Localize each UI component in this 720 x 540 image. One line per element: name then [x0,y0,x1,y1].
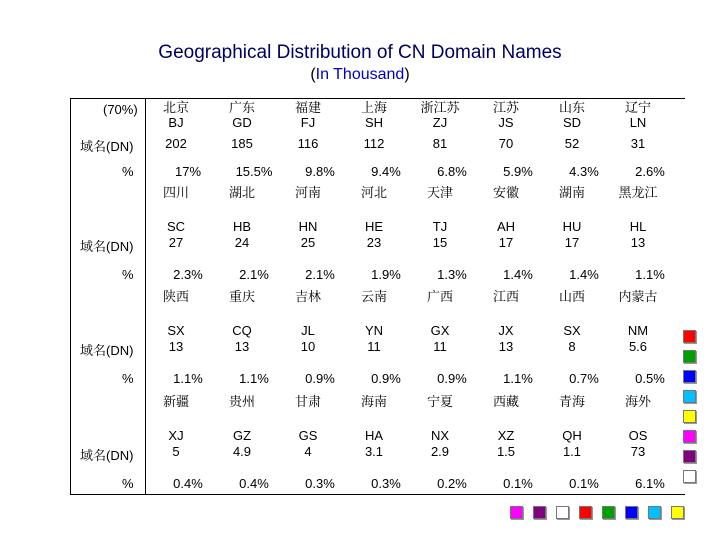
province-share-pct: 0.9% [371,371,401,386]
province-code: FJ [300,115,316,130]
province-name: 甘肃 [294,394,321,409]
province-dn-value: 3.1 [364,444,384,459]
province-share-pct: 0.4% [239,476,269,491]
province-code: HN [298,219,318,234]
province-dn-value: 112 [363,136,385,151]
province-code: HE [364,219,384,234]
province-share-pct: 0.1% [569,476,599,491]
province-share-pct: 1.4% [569,267,599,282]
province-code: HU [562,219,582,234]
province-share-pct: 15.5% [235,164,273,179]
province-share-pct: 2.1% [305,267,335,282]
province-name: 福建 [294,100,321,115]
province-code: SH [364,115,384,130]
province-code: XZ [497,428,515,443]
decor-square [683,370,696,383]
province-name: 西藏 [492,394,519,409]
province-name: 广东 [228,100,255,115]
province-code: TJ [432,219,448,234]
decor-square [648,506,661,519]
province-code: GS [298,428,318,443]
province-dn-value: 185 [231,136,253,151]
row-label-dn: 域名(DN) [80,448,134,463]
province-dn-value: 31 [630,136,646,151]
province-share-pct: 0.7% [569,371,599,386]
province-name: 内蒙古 [618,289,658,304]
province-code: GZ [232,428,252,443]
province-name: 山西 [558,289,585,304]
province-name: 宁夏 [426,394,453,409]
province-name: 云南 [360,289,387,304]
province-code: AH [496,219,516,234]
decor-square [683,350,696,363]
row-label-pct: % [122,164,134,179]
province-name: 辽宁 [624,100,651,115]
province-code: JS [498,115,514,130]
province-name: 吉林 [294,289,321,304]
province-code: JX [498,323,514,338]
province-dn-value: 70 [498,136,514,151]
province-share-pct: 1.3% [437,267,467,282]
province-share-pct: 6.1% [635,476,665,491]
decor-square [683,450,696,463]
decor-square [510,506,523,519]
page-title: Geographical Distribution of CN Domain Names [158,42,562,63]
header-pct-label: (70%) [103,102,138,117]
decor-square [579,506,592,519]
province-name: 黑龙江 [618,185,658,200]
province-share-pct: 0.1% [503,476,533,491]
province-dn-value: 24 [234,235,250,250]
province-dn-value: 13 [498,339,514,354]
province-dn-value: 10 [300,339,316,354]
province-share-pct: 0.4% [173,476,203,491]
province-share-pct: 0.2% [437,476,467,491]
province-name: 新疆 [162,394,189,409]
province-dn-value: 13 [234,339,250,354]
province-dn-value: 27 [168,235,184,250]
province-dn-value: 13 [168,339,184,354]
province-name: 北京 [162,100,189,115]
province-dn-value: 25 [300,235,316,250]
province-name: 广西 [426,289,453,304]
province-share-pct: 2.1% [239,267,269,282]
province-code: ZJ [432,115,448,130]
province-dn-value: 4 [304,444,312,459]
province-name: 陕西 [162,289,189,304]
row-label-pct: % [122,371,134,386]
subtitle-unit: In Thousand [315,66,405,83]
province-share-pct: 5.9% [503,164,533,179]
decor-square [683,410,696,423]
province-name: 海南 [360,394,387,409]
province-share-pct: 1.9% [371,267,401,282]
province-code: CQ [232,323,252,338]
row-label-pct: % [122,267,134,282]
province-name: 青海 [558,394,585,409]
province-code: HL [629,219,647,234]
decor-square [602,506,615,519]
province-share-pct: 6.8% [437,164,467,179]
page-subtitle [0,66,720,84]
province-share-pct: 0.9% [437,371,467,386]
province-dn-value: 5.6 [628,339,648,354]
province-dn-value: 17 [564,235,580,250]
decor-square [683,330,696,343]
province-share-pct: 9.4% [371,164,401,179]
province-dn-value: 15 [432,235,448,250]
decor-square [533,506,546,519]
province-name: 江苏 [492,100,519,115]
province-dn-value: 2.9 [430,444,450,459]
province-dn-value: 13 [630,235,646,250]
province-dn-value: 5 [172,444,180,459]
province-code: GX [430,323,450,338]
province-code: SD [562,115,582,130]
decor-square [671,506,684,519]
province-name: 四川 [162,185,189,200]
row-label-dn: 域名(DN) [80,343,134,358]
province-share-pct: 4.3% [569,164,599,179]
province-name: 江西 [492,289,519,304]
province-code: LN [629,115,647,130]
province-name: 安徽 [492,185,519,200]
province-code: SX [167,323,185,338]
province-name: 海外 [624,394,651,409]
province-dn-value: 202 [165,136,187,151]
province-name: 重庆 [228,289,255,304]
province-dn-value: 8 [568,339,576,354]
province-share-pct: 2.3% [173,267,203,282]
subtitle-open: ( [310,66,316,83]
province-dn-value: 52 [564,136,580,151]
province-share-pct: 1.1% [635,267,665,282]
table-left-border [70,98,71,495]
province-name: 浙江苏 [420,100,460,115]
province-code: OS [628,428,648,443]
decor-square [683,470,696,483]
province-code: XJ [168,428,184,443]
province-share-pct: 0.5% [635,371,665,386]
province-dn-value: 4.9 [232,444,252,459]
row-label-dn: 域名(DN) [80,139,134,154]
province-name: 湖南 [558,185,585,200]
province-code: GD [232,115,252,130]
decor-square [683,430,696,443]
province-dn-value: 81 [432,136,448,151]
province-share-pct: 0.3% [371,476,401,491]
province-dn-value: 11 [433,339,447,354]
province-share-pct: 1.1% [503,371,533,386]
province-name: 河北 [360,185,387,200]
province-dn-value: 73 [630,444,646,459]
top-band [0,0,720,28]
province-name: 天津 [426,185,453,200]
province-code: SC [166,219,186,234]
table-top-border [70,98,685,99]
province-code: JL [301,323,315,338]
province-share-pct: 2.6% [635,164,665,179]
province-code: YN [364,323,384,338]
row-label-dn: 域名(DN) [80,239,134,254]
province-dn-value: 23 [366,235,382,250]
province-share-pct: 1.4% [503,267,533,282]
province-code: BJ [168,115,184,130]
subtitle-close: ) [404,66,410,83]
province-name: 上海 [360,100,387,115]
province-dn-value: 11 [367,339,381,354]
province-name: 湖北 [228,185,255,200]
province-name: 河南 [294,185,321,200]
province-code: HB [232,219,252,234]
decor-square [625,506,638,519]
province-share-pct: 0.3% [305,476,335,491]
province-dn-value: 1.1 [562,444,582,459]
province-share-pct: 17% [174,164,202,179]
province-share-pct: 1.1% [239,371,269,386]
province-name: 贵州 [228,394,255,409]
province-dn-value: 116 [297,136,319,151]
decor-square [556,506,569,519]
province-code: SX [563,323,581,338]
province-code: QH [562,428,582,443]
table-bottom-border [70,494,685,495]
province-share-pct: 9.8% [305,164,335,179]
province-code: NM [627,323,649,338]
province-share-pct: 0.9% [305,371,335,386]
province-code: HA [364,428,384,443]
province-share-pct: 1.1% [173,371,203,386]
province-dn-value: 17 [498,235,514,250]
province-name: 山东 [558,100,585,115]
province-dn-value: 1.5 [496,444,516,459]
province-code: NX [430,428,450,443]
decor-square [683,390,696,403]
row-label-pct: % [122,476,134,491]
